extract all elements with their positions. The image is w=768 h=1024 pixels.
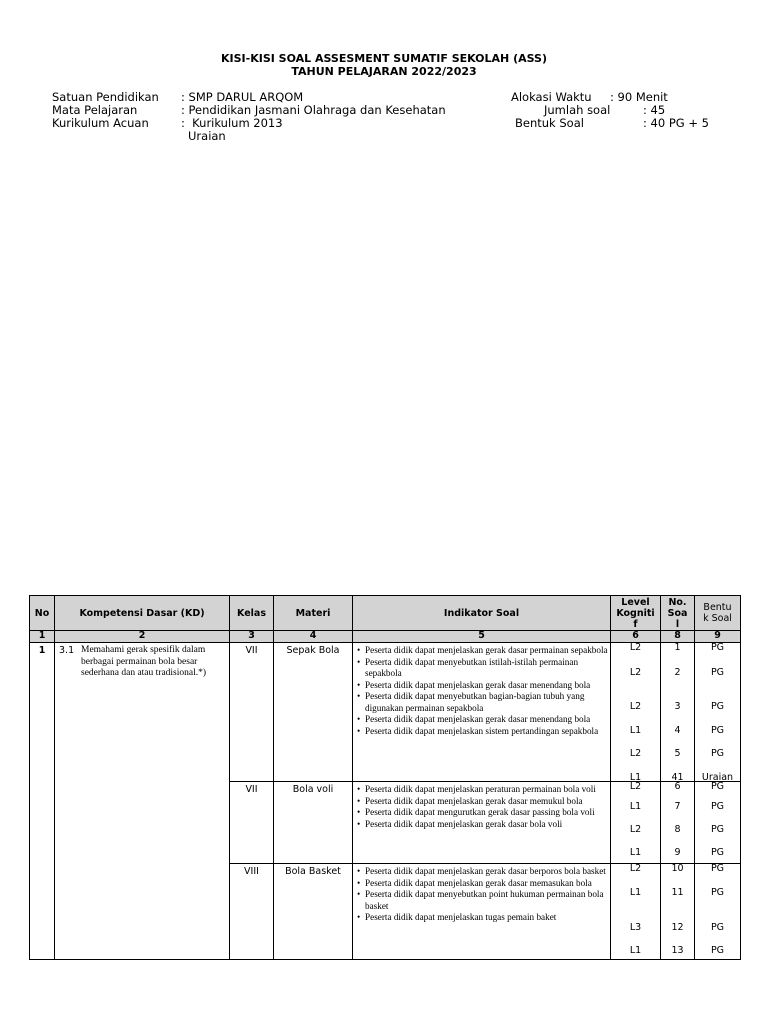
indikator-item: • Peserta didik dapat menyebutkan bagian-bagian tubuh yang digunakan permainan sepakbola: [357, 691, 608, 714]
bentuk-cell: [695, 864, 741, 960]
bentuk-value: Uraian: [701, 772, 734, 783]
indikator-item: • Peserta didik dapat menjelaskan tugas pemain baket: [357, 912, 608, 924]
header-level-line1: Level: [621, 596, 650, 608]
bentuk-value: : 40 PG + 5: [643, 116, 709, 130]
nosoal-value: 1: [674, 642, 681, 653]
nosoal-value: 12: [671, 922, 684, 933]
level-value: L2: [629, 667, 642, 678]
column-number: 5: [353, 631, 611, 643]
nosoal-value: 2: [674, 667, 681, 678]
header-bentuk-line1: Bentu: [703, 602, 732, 613]
indikator-item: • Peserta didik dapat menjelaskan gerak dasar bola voli: [357, 819, 608, 831]
bentuk-cell: [695, 643, 741, 782]
kompetensi-dasar-cell: [55, 643, 230, 960]
satuan-value: : SMP DARUL ARQOM: [181, 90, 304, 104]
nosoal-cell: [661, 782, 695, 864]
indikator-item: • Peserta didik dapat menjelaskan sistem pertandingan sepakbola: [357, 726, 608, 738]
indikator-item: • Peserta didik dapat mengurutkan gerak dasar passing bola voli: [357, 807, 608, 819]
bentuk-value: PG: [710, 847, 725, 858]
level-value: L3: [629, 922, 642, 933]
bentuk-label: Bentuk Soal: [515, 116, 584, 130]
indikator-item: • Peserta didik dapat menjelaskan gerak dasar menendang bola: [357, 680, 608, 692]
kurikulum-value: : Kurikulum 2013: [181, 116, 283, 130]
kurikulum-label: Kurikulum Acuan: [52, 116, 149, 130]
header-materi: Materi: [274, 596, 353, 631]
bentuk-value: PG: [710, 801, 725, 812]
indikator-item: • Peserta didik dapat menjelaskan gerak dasar menendang bola: [357, 714, 608, 726]
document-subtitle: TAHUN PELAJARAN 2022/2023: [291, 65, 477, 78]
header-nosoal-line3: l: [675, 618, 680, 630]
header-nosoal-line1: No.: [668, 596, 687, 608]
indikator-item: • Peserta didik dapat menjelaskan gerak dasar memukul bola: [357, 796, 608, 808]
nosoal-cell: [661, 864, 695, 960]
header-level-kognitif: [611, 596, 661, 631]
level-cell: [611, 643, 661, 782]
bentuk-value-continued: Uraian: [188, 129, 226, 143]
indikator-cell: [353, 782, 611, 864]
level-value: L1: [629, 945, 642, 956]
nosoal-cell: [661, 643, 695, 782]
header-no: No: [30, 596, 55, 631]
indikator-item: • Peserta didik dapat menjelaskan gerak dasar permainan sepakbola: [357, 645, 608, 657]
mapel-value: : Pendidikan Jasmani Olahraga dan Kesehatan: [181, 103, 446, 117]
column-number: 4: [274, 631, 353, 643]
materi-cell: Bola voli: [274, 782, 353, 864]
kd-text: Memahami gerak spesifik dalam berbagai permainan bola besar sederhana dan atau tradisional.*): [81, 645, 207, 678]
level-cell: [611, 864, 661, 960]
level-value: L2: [629, 642, 642, 653]
bentuk-value: PG: [710, 922, 725, 933]
alokasi-value: : 90 Menit: [610, 90, 668, 104]
level-value: L1: [629, 725, 642, 736]
bentuk-value: PG: [710, 781, 725, 792]
column-number: 9: [695, 631, 741, 643]
kelas-cell: VII: [230, 782, 274, 864]
indikator-item: • Peserta didik dapat menjelaskan gerak dasar memasukan bola: [357, 878, 608, 890]
bentuk-value: PG: [710, 748, 725, 759]
kisi-kisi-table: [29, 595, 741, 960]
level-value: L2: [629, 748, 642, 759]
bentuk-value: PG: [710, 701, 725, 712]
header-level-line2: Kogniti: [616, 607, 655, 619]
mapel-label: Mata Pelajaran: [52, 103, 138, 117]
nosoal-value: 3: [674, 701, 681, 712]
header-kd: Kompetensi Dasar (KD): [55, 596, 230, 631]
header-indikator: Indikator Soal: [353, 596, 611, 631]
level-value: L2: [629, 781, 642, 792]
materi-cell: Sepak Bola: [274, 643, 353, 782]
level-value: L1: [629, 887, 642, 898]
header-bentuk-line2: k Soal: [703, 613, 732, 624]
bentuk-value: PG: [710, 945, 725, 956]
kelas-cell: VIII: [230, 864, 274, 960]
bentuk-value: PG: [710, 824, 725, 835]
column-number: 1: [30, 631, 55, 643]
header-level-line3: f: [633, 618, 638, 630]
kelas-cell: VII: [230, 643, 274, 782]
nosoal-value: 41: [671, 772, 684, 783]
level-value: L1: [629, 772, 642, 783]
header-bentuk-soal: [695, 596, 741, 631]
column-number: 8: [661, 631, 695, 643]
satuan-label: Satuan Pendidikan: [52, 90, 159, 104]
column-number: 2: [55, 631, 230, 643]
nosoal-value: 10: [671, 863, 684, 874]
nosoal-value: 11: [671, 887, 684, 898]
jumlah-value: : 45: [643, 103, 666, 117]
header-kelas: Kelas: [230, 596, 274, 631]
jumlah-label: Jumlah soal: [544, 103, 611, 117]
table-row: [30, 643, 741, 782]
bentuk-value: PG: [710, 667, 725, 678]
nosoal-value: 13: [671, 945, 684, 956]
level-value: L1: [629, 847, 642, 858]
column-number: 6: [611, 631, 661, 643]
level-value: L2: [629, 824, 642, 835]
bentuk-value: PG: [710, 863, 725, 874]
kd-number: 3.1: [59, 645, 75, 656]
level-value: L1: [629, 801, 642, 812]
indikator-item: • Peserta didik dapat menjelaskan peraturan permainan bola voli: [357, 784, 608, 796]
bentuk-cell: [695, 782, 741, 864]
column-number-row: [30, 631, 741, 643]
bentuk-value: PG: [710, 725, 725, 736]
header-nosoal-line2: Soa: [667, 607, 688, 619]
indikator-item: • Peserta didik dapat menyebutkan point hukuman permainan bola basket: [357, 889, 608, 912]
bentuk-value: PG: [710, 642, 725, 653]
bentuk-value: PG: [710, 887, 725, 898]
indikator-item: • Peserta didik dapat menyebutkan istilah-istilah permainan sepakbola: [357, 657, 608, 680]
materi-cell: Bola Basket: [274, 864, 353, 960]
nosoal-value: 9: [674, 847, 681, 858]
row-number: 1: [30, 643, 55, 960]
nosoal-value: 4: [674, 725, 681, 736]
level-value: L2: [629, 701, 642, 712]
indikator-cell: [353, 643, 611, 782]
document-title: KISI-KISI SOAL ASSESMENT SUMATIF SEKOLAH (ASS): [221, 52, 547, 65]
level-value: L2: [629, 863, 642, 874]
nosoal-value: 6: [674, 781, 681, 792]
alokasi-label: Alokasi Waktu: [511, 90, 592, 104]
column-number: 3: [230, 631, 274, 643]
indikator-item: • Peserta didik dapat menjelaskan gerak dasar berporos bola basket: [357, 866, 608, 878]
nosoal-value: 5: [674, 748, 681, 759]
header-no-soal: [661, 596, 695, 631]
level-cell: [611, 782, 661, 864]
nosoal-value: 8: [674, 824, 681, 835]
indikator-cell: [353, 864, 611, 960]
header-row: [30, 596, 741, 631]
nosoal-value: 7: [674, 801, 681, 812]
